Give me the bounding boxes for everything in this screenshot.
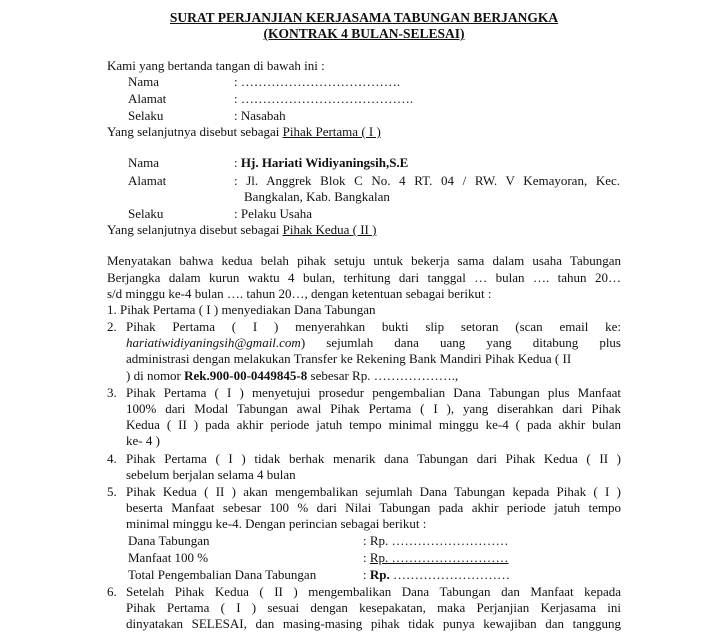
item-3-line-1: Pihak Pertama ( I ) menyetujui prosedur pengembalian Dana Tabungan plus Manfaat: [126, 385, 621, 400]
table-row-3-value: [363, 567, 510, 583]
item-2-email: hariatiwidiyaningsih@gmail.com: [126, 335, 301, 350]
item-2-line-1: Pihak Pertama ( I ) menyerahkan bukti slip setoran (scan email ke:: [126, 319, 621, 334]
item-1: 1. Pihak Pertama ( I ) menyediakan Dana Tabungan: [107, 302, 376, 317]
table-row-2-value: [363, 550, 509, 566]
item-5-line-2: beserta Manfaat sebesar 100 % dari Nilai Tabungan pada akhir periode jatuh tempo: [126, 500, 621, 515]
table-row-1-value: : Rp. ………………………: [363, 533, 509, 548]
party2-ref-prefix: Yang selanjutnya disebut sebagai: [107, 222, 283, 237]
table-row-3-amount: ………………………: [389, 567, 510, 582]
item-6-number: 6.: [107, 584, 117, 599]
intro-text: Kami yang bertanda tangan di bawah ini :: [107, 58, 325, 73]
party1-name-label: Nama: [128, 74, 160, 89]
party2-reference: [107, 222, 376, 238]
party1-ref-name: Pihak Pertama ( I ): [282, 124, 381, 139]
item-4-number: 4.: [107, 451, 117, 466]
item-5-number: 5.: [107, 484, 117, 499]
party2-address-line2: Bangkalan, Kab. Bangkalan: [244, 189, 390, 204]
party2-ref-name: Pihak Kedua ( II ): [282, 222, 377, 237]
document-subtitle: (KONTRAK 4 BULAN-SELESAI): [263, 26, 465, 41]
table-row-3-rp: Rp.: [369, 567, 390, 582]
party2-address-line1: : Jl. Anggrek Blok C No. 4 RT. 04 / RW. V Kemayoran, Kec.: [234, 173, 620, 188]
party1-address-label: Alamat: [128, 91, 167, 106]
party2-role-label: Selaku: [128, 206, 164, 221]
document-title: SURAT PERJANJIAN KERJASAMA TABUNGAN BERJANGKA: [169, 10, 559, 25]
item-2-line-3: administrasi dengan melakukan Transfer ke Rekening Bank Mandiri Pihak Kedua ( II: [126, 351, 572, 366]
item-2-line-4-a: ) di nomor: [126, 368, 185, 383]
item-6-line-1: Setelah Pihak Kedua ( II ) mengembalikan Dana Tabungan dan Manfaat kepada: [126, 584, 621, 599]
party2-name-value: Hj. Hariati Widiyaningsih,S.E: [240, 155, 409, 170]
item-6-line-2: Pihak Pertama ( I ) sesuai dengan kesepakatan, maka Perjanjian Kerjasama ini: [126, 600, 621, 615]
party2-role-value: : Pelaku Usaha: [234, 206, 312, 221]
item-2-line-4-c: sebesar Rp. ……………….,: [307, 368, 459, 383]
item-4-line-1: Pihak Pertama ( I ) tidak berhak menarik dana Tabungan dari Pihak Kedua ( II ): [126, 451, 621, 466]
party1-name-value: : ……………………………….: [234, 74, 401, 89]
item-2-line-4: [126, 368, 458, 384]
item-3-line-2: 100% dari Modal Tabungan awal Pihak Pertama ( I ), yang diserahkan dari Pihak: [126, 401, 621, 416]
item-2-line-2: [126, 335, 621, 351]
item-5-line-3: minimal minggu ke-4. Dengan perincian sebagai berikut :: [126, 516, 427, 531]
item-2-account: Rek.900-00-0449845-8: [184, 368, 308, 383]
table-row-2-amount: Rp. ………………………: [369, 550, 509, 565]
party1-address-value: : ………………………………….: [234, 91, 414, 106]
item-3-line-4: ke- 4 ): [126, 433, 160, 448]
item-3-line-3: Kedua ( II ) pada akhir periode jatuh tempo minimal minggu ke-4 ( pada akhir bulan: [126, 417, 621, 432]
table-row-1-label: Dana Tabungan: [128, 533, 210, 548]
item-4-line-2: sebelum berjalan selama 4 bulan: [126, 467, 296, 482]
party2-address-label: Alamat: [128, 173, 167, 188]
item-2-line-2-rest: ) sejumlah dana uang yang ditabung plus: [300, 335, 621, 350]
party1-role-label: Selaku: [128, 108, 164, 123]
item-6-line-3: dinyatakan SELESAI, dan masing-masing pihak tidak punya kewajiban dan tanggung: [126, 616, 621, 631]
body-line-2: Berjangka dalam kurun waktu 4 bulan, terhitung dari tanggal … bulan …. tahun 20…: [107, 270, 621, 285]
table-row-3-colon: :: [363, 567, 370, 582]
item-5-line-1: Pihak Kedua ( II ) akan mengembalikan sejumlah Dana Tabungan kepada Pihak ( I ): [126, 484, 621, 499]
body-line-1: Menyatakan bahwa kedua belah pihak setuju untuk bekerja sama dalam usaha Tabungan: [107, 253, 621, 268]
party2-name-label: Nama: [128, 155, 160, 170]
party2-name: [234, 155, 408, 171]
party1-role-value: : Nasabah: [234, 108, 286, 123]
item-3-number: 3.: [107, 385, 117, 400]
table-row-3-label: Total Pengembalian Dana Tabungan: [128, 567, 317, 582]
party1-reference: [107, 124, 381, 140]
body-line-3: s/d minggu ke-4 bulan …. tahun 20…, dengan ketentuan sebagai berikut :: [107, 286, 492, 301]
table-row-2-label: Manfaat 100 %: [128, 550, 209, 565]
table-row-2-colon: :: [363, 550, 370, 565]
party1-ref-prefix: Yang selanjutnya disebut sebagai: [107, 124, 283, 139]
party2-name-colon: :: [234, 155, 241, 170]
item-2-number: 2.: [107, 319, 117, 334]
